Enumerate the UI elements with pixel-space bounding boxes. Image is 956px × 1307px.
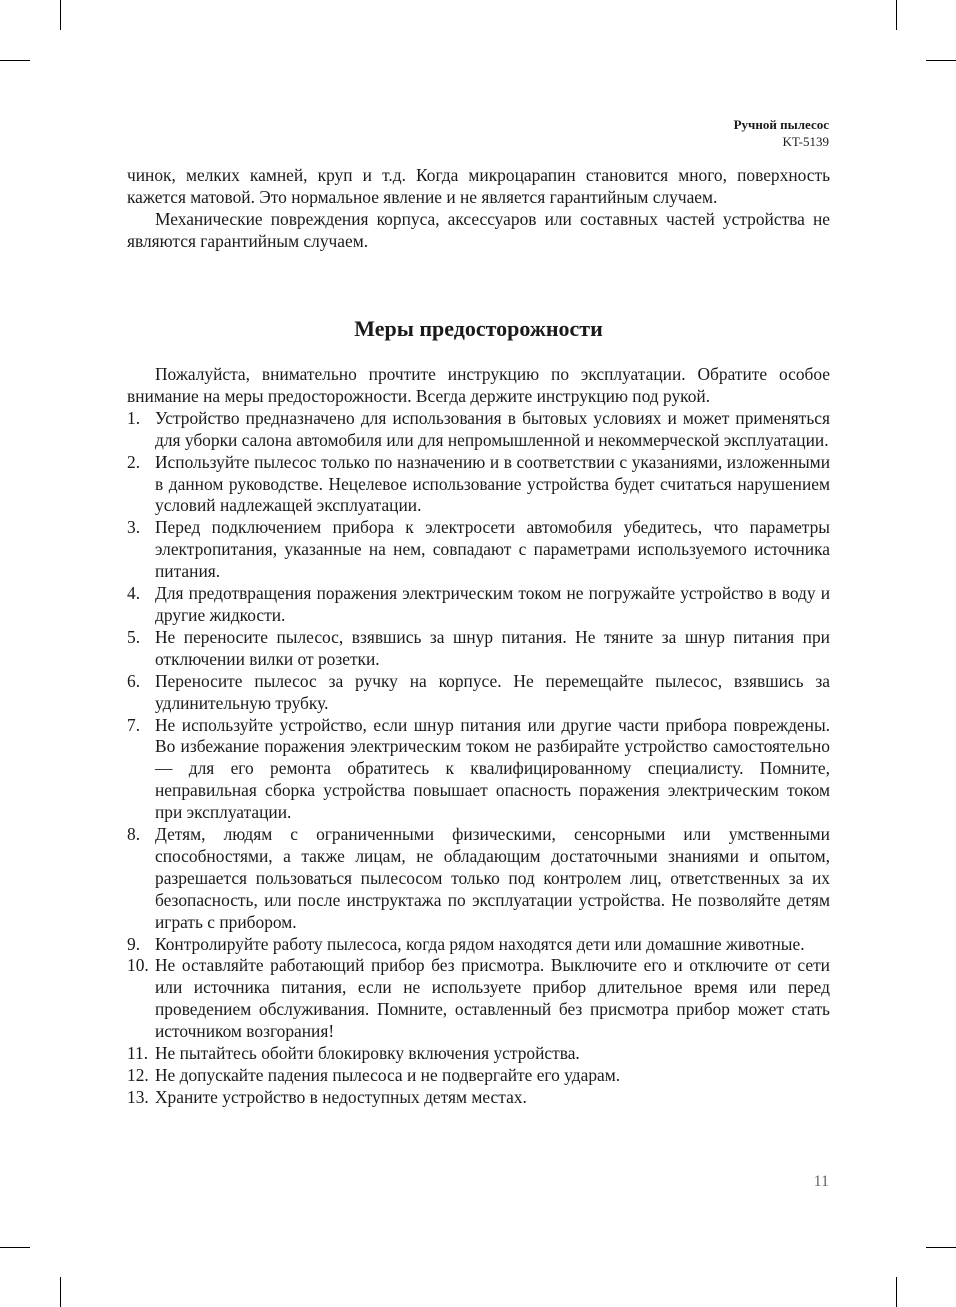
paragraph: Механические повреждения корпуса, аксессуаров или составных частей устройства не являются гарантийным случаем. — [127, 208, 830, 251]
list-item — [127, 1043, 830, 1065]
item-number: 8. — [127, 824, 141, 845]
item-text: Храните устройство в недоступных детям местах. — [155, 1086, 527, 1107]
running-header — [734, 116, 829, 150]
item-text: Не пытайтесь обойти блокировку включения устройства. — [155, 1043, 580, 1064]
item-number: 9. — [127, 933, 141, 954]
crop-mark — [0, 60, 30, 61]
item-text: Не допускайте падения пылесоса и не подвергайте его ударам. — [155, 1065, 621, 1085]
item-number: 10. — [127, 955, 149, 976]
header-model: KT-5139 — [782, 134, 829, 149]
crop-mark — [0, 1247, 30, 1248]
crop-mark — [926, 60, 956, 61]
page-number: 11 — [813, 1173, 829, 1190]
list-item — [127, 627, 830, 671]
item-text: Перед подключением прибора к электросети автомобиля убедитесь, что параметры электропитания, указанные на нем, совпадают с параметрами используемого источника питания. — [155, 517, 830, 582]
precautions-list — [127, 408, 830, 1109]
item-number: 1. — [127, 407, 141, 428]
intro-text — [127, 165, 830, 253]
list-item — [127, 715, 830, 825]
crop-mark — [60, 1277, 61, 1307]
item-number: 7. — [127, 714, 141, 735]
section-body — [127, 364, 830, 1109]
list-item — [127, 934, 830, 956]
item-text: Контролируйте работу пылесоса, когда рядом находятся дети или домашние животные. — [155, 933, 805, 954]
item-number: 12. — [127, 1065, 149, 1085]
header-title: Ручной пылесос — [733, 117, 829, 132]
item-text: Для предотвращения поражения электрическим током не погружайте устройство в воду и другие жидкости. — [155, 583, 830, 625]
item-text: Детям, людям с ограниченными физическими, сенсорными или умственными способностями, а также лицам, не обладающим достаточными знаниями и опытом, разрешается пользоваться пылесосом только под контролем лиц, ответственных за их безопасность, или после инструктажа по эксплуатации устройства. Не позволяйте детям играть с прибором. — [155, 824, 830, 932]
item-text: Переносите пылесос за ручку на корпусе. Не перемещайте пылесос, взявшись за удлинительную трубку. — [155, 670, 830, 713]
lead-paragraph: Пожалуйста, внимательно прочтите инструкцию по эксплуатации. Обратите особое внимание на меры предосторожности. Всегда держите инструкцию под рукой. — [127, 364, 830, 406]
item-text: Не переносите пылесос, взявшись за шнур питания. Не тяните за шнур питания при отключении вилки от розетки. — [155, 626, 830, 669]
item-number: 5. — [127, 626, 141, 647]
list-item — [127, 671, 830, 715]
item-number: 13. — [127, 1086, 149, 1107]
item-number: 3. — [127, 517, 141, 538]
crop-mark — [926, 1247, 956, 1248]
item-text: Используйте пылесос только по назначению и в соответствии с указаниями, изложенными в данном руководстве. Нецелевое использование устройства будет считаться нарушением условий надлежащей эксплуатации. — [155, 451, 830, 516]
section-title: Меры предосторожности — [354, 316, 603, 341]
list-item — [127, 583, 830, 627]
crop-mark — [896, 0, 897, 30]
crop-mark — [60, 0, 61, 30]
list-item — [127, 955, 830, 1043]
crop-mark — [896, 1277, 897, 1307]
item-number: 6. — [127, 670, 141, 691]
item-text: Устройство предназначено для использования в бытовых условиях и может применяться для уборки салона автомобиля или для непромышленной и некоммерческой эксплуатации. — [155, 407, 830, 450]
list-item — [127, 408, 830, 452]
item-number: 11. — [127, 1043, 149, 1064]
item-text: Не используйте устройство, если шнур питания или другие части прибора повреждены. Во избежание поражения электрическим током не разбирайте устройство самостоятельно — для его ремонта обратитесь к квалифицированному специалисту. Помните, неправильная сборка устройства повышает опасность поражения электрическим током при эксплуатации. — [155, 714, 830, 823]
list-item — [127, 452, 830, 518]
paragraph: чинок, мелких камней, круп и т.д. Когда микроцарапин становится много, поверхность кажется матовой. Это нормальное явление и не является гарантийным случаем. — [127, 165, 830, 207]
item-number: 2. — [127, 451, 141, 472]
list-item — [127, 824, 830, 934]
list-item — [127, 1065, 830, 1087]
list-item — [127, 1087, 830, 1109]
item-number: 4. — [127, 583, 141, 604]
list-item — [127, 517, 830, 583]
item-text: Не оставляйте работающий прибор без присмотра. Выключите его и отключите от сети или источника питания, если не используете прибор длительное время или перед проведением обслуживания. Помните, оставленный без присмотра прибор может стать источником возгорания! — [155, 955, 830, 1042]
